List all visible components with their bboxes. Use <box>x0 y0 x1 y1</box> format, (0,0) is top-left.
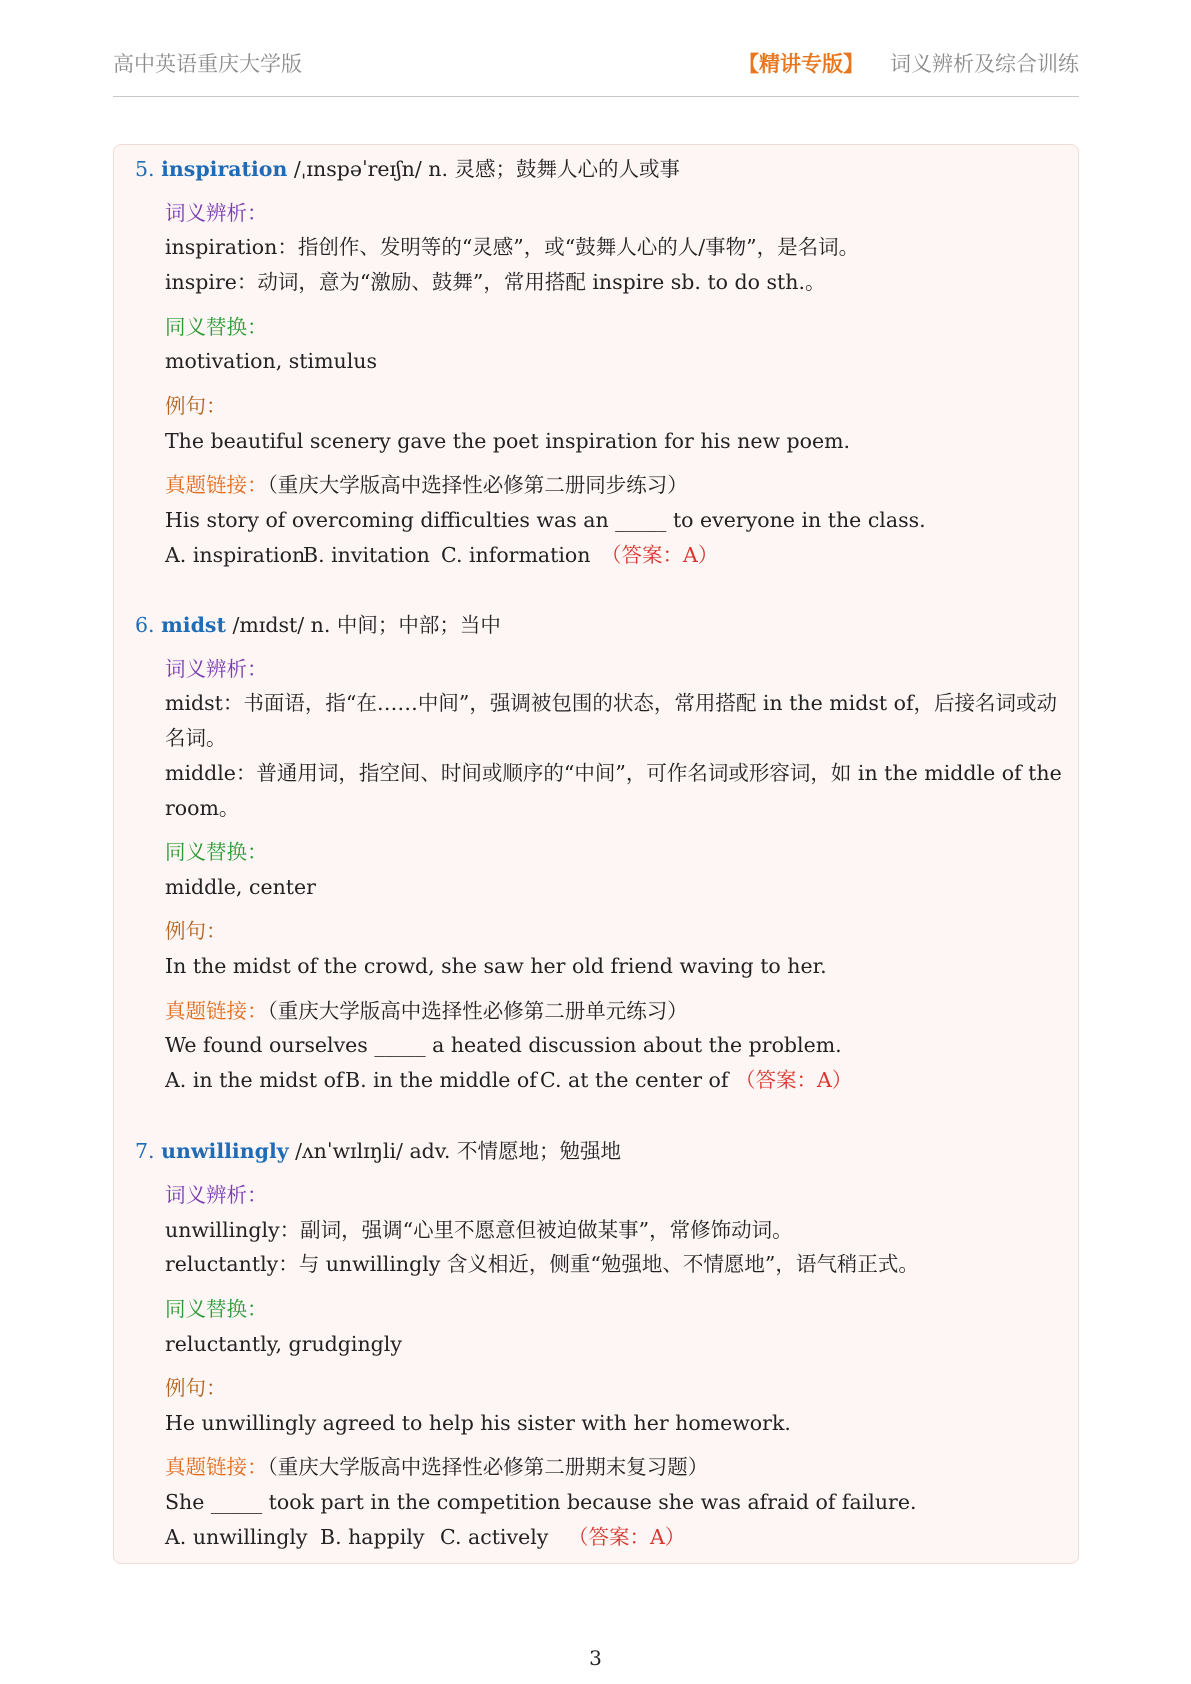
exam-question: She _____ took part in the competition because she was afraid of failure. <box>165 1490 917 1514</box>
example-label: 例句： <box>165 394 227 418</box>
example-sentence: He unwillingly agreed to help his sister with her homework. <box>165 1411 791 1435</box>
option: C. at the center of <box>540 1068 729 1092</box>
analysis-line: reluctantly：与 unwillingly 含义相近，侧重“勉强地、不情愿地”，语气稍正式。 <box>165 1252 919 1276</box>
entry-number: 6. <box>135 613 155 637</box>
option: A. in the midst of <box>165 1068 344 1092</box>
options-line <box>165 1066 852 1094</box>
headword: inspiration <box>161 157 288 181</box>
synonyms-label: 同义替换： <box>165 1297 268 1321</box>
synonyms-label: 同义替换： <box>165 840 268 864</box>
exam-question: His story of overcoming difficulties was an _____ to everyone in the class. <box>165 508 926 532</box>
exam-link-line <box>165 471 688 499</box>
synonyms-text: motivation, stimulus <box>165 349 377 373</box>
entry-headword-line <box>135 155 680 183</box>
answer: （答案：A） <box>568 1525 686 1549</box>
exam-label: 真题链接： <box>165 999 268 1023</box>
analysis-label: 词义辨析： <box>165 1183 268 1207</box>
analysis-label: 词义辨析： <box>165 201 268 225</box>
option: A. inspiration <box>165 543 306 567</box>
definition: /mɪdst/ n. 中间；中部；当中 <box>225 613 501 637</box>
option: C. actively <box>440 1525 549 1549</box>
exam-question: We found ourselves _____ a heated discussion about the problem. <box>165 1033 842 1057</box>
option: B. in the middle of <box>345 1068 537 1092</box>
section-name: 词义辨析及综合训练 <box>890 52 1079 76</box>
options-line <box>165 1523 685 1551</box>
option: B. invitation <box>303 543 430 567</box>
exam-link-line <box>165 997 688 1025</box>
exam-source: （重庆大学版高中选择性必修第二册期末复习题） <box>267 1455 709 1479</box>
answer: （答案：A） <box>601 543 719 567</box>
definition: /ˌɪnspəˈreɪʃn/ n. 灵感；鼓舞人心的人或事 <box>287 157 681 181</box>
example-label: 例句： <box>165 919 227 943</box>
exam-source: （重庆大学版高中选择性必修第二册同步练习） <box>267 473 688 497</box>
analysis-line: middle：普通用词，指空间、时间或顺序的“中间”，可作名词或形容词，如 in the middle of the <box>165 761 1062 785</box>
options-line <box>165 541 718 569</box>
page-number: 3 <box>589 1646 602 1670</box>
exam-source: （重庆大学版高中选择性必修第二册单元练习） <box>267 999 688 1023</box>
exam-label: 真题链接： <box>165 1455 268 1479</box>
section-title <box>738 48 1079 78</box>
exam-link-line <box>165 1453 708 1481</box>
headword: midst <box>161 613 226 637</box>
example-label: 例句： <box>165 1376 227 1400</box>
synonyms-label: 同义替换： <box>165 315 268 339</box>
example-sentence: In the midst of the crowd, she saw her old friend waving to her. <box>165 954 827 978</box>
analysis-line: inspiration：指创作、发明等的“灵感”，或“鼓舞人心的人/事物”，是名词。 <box>165 235 860 259</box>
analysis-line: unwillingly：副词，强调“心里不愿意但被迫做某事”，常修饰动词。 <box>165 1218 793 1242</box>
book-title: 高中英语重庆大学版 <box>113 52 302 76</box>
answer: （答案：A） <box>735 1068 853 1092</box>
option: A. unwillingly <box>165 1525 308 1549</box>
synonyms-text: middle, center <box>165 875 316 899</box>
option: C. information <box>441 543 591 567</box>
entry-headword-line <box>135 611 501 639</box>
entry-headword-line <box>135 1137 621 1165</box>
exam-label: 真题链接： <box>165 473 268 497</box>
example-sentence: The beautiful scenery gave the poet inspiration for his new poem. <box>165 429 851 453</box>
option: B. happily <box>320 1525 425 1549</box>
definition: /ʌnˈwɪlɪŋli/ adv. 不情愿地；勉强地 <box>288 1139 621 1163</box>
content-card <box>113 144 1079 1564</box>
analysis-line: inspire：动词，意为“激励、鼓舞”，常用搭配 inspire sb. to do sth.。 <box>165 270 826 294</box>
synonyms-text: reluctantly, grudgingly <box>165 1332 402 1356</box>
edition-badge: 【精讲专版】 <box>738 51 864 76</box>
analysis-line: room。 <box>165 796 240 820</box>
analysis-line: 名词。 <box>165 726 227 750</box>
entry-number: 7. <box>135 1139 155 1163</box>
analysis-label: 词义辨析： <box>165 657 268 681</box>
entry-number: 5. <box>135 157 155 181</box>
analysis-line: midst：书面语，指“在……中间”，强调被包围的状态，常用搭配 in the midst of，后接名词或动 <box>165 691 1058 715</box>
page-header <box>113 44 1079 97</box>
headword: unwillingly <box>161 1139 289 1163</box>
